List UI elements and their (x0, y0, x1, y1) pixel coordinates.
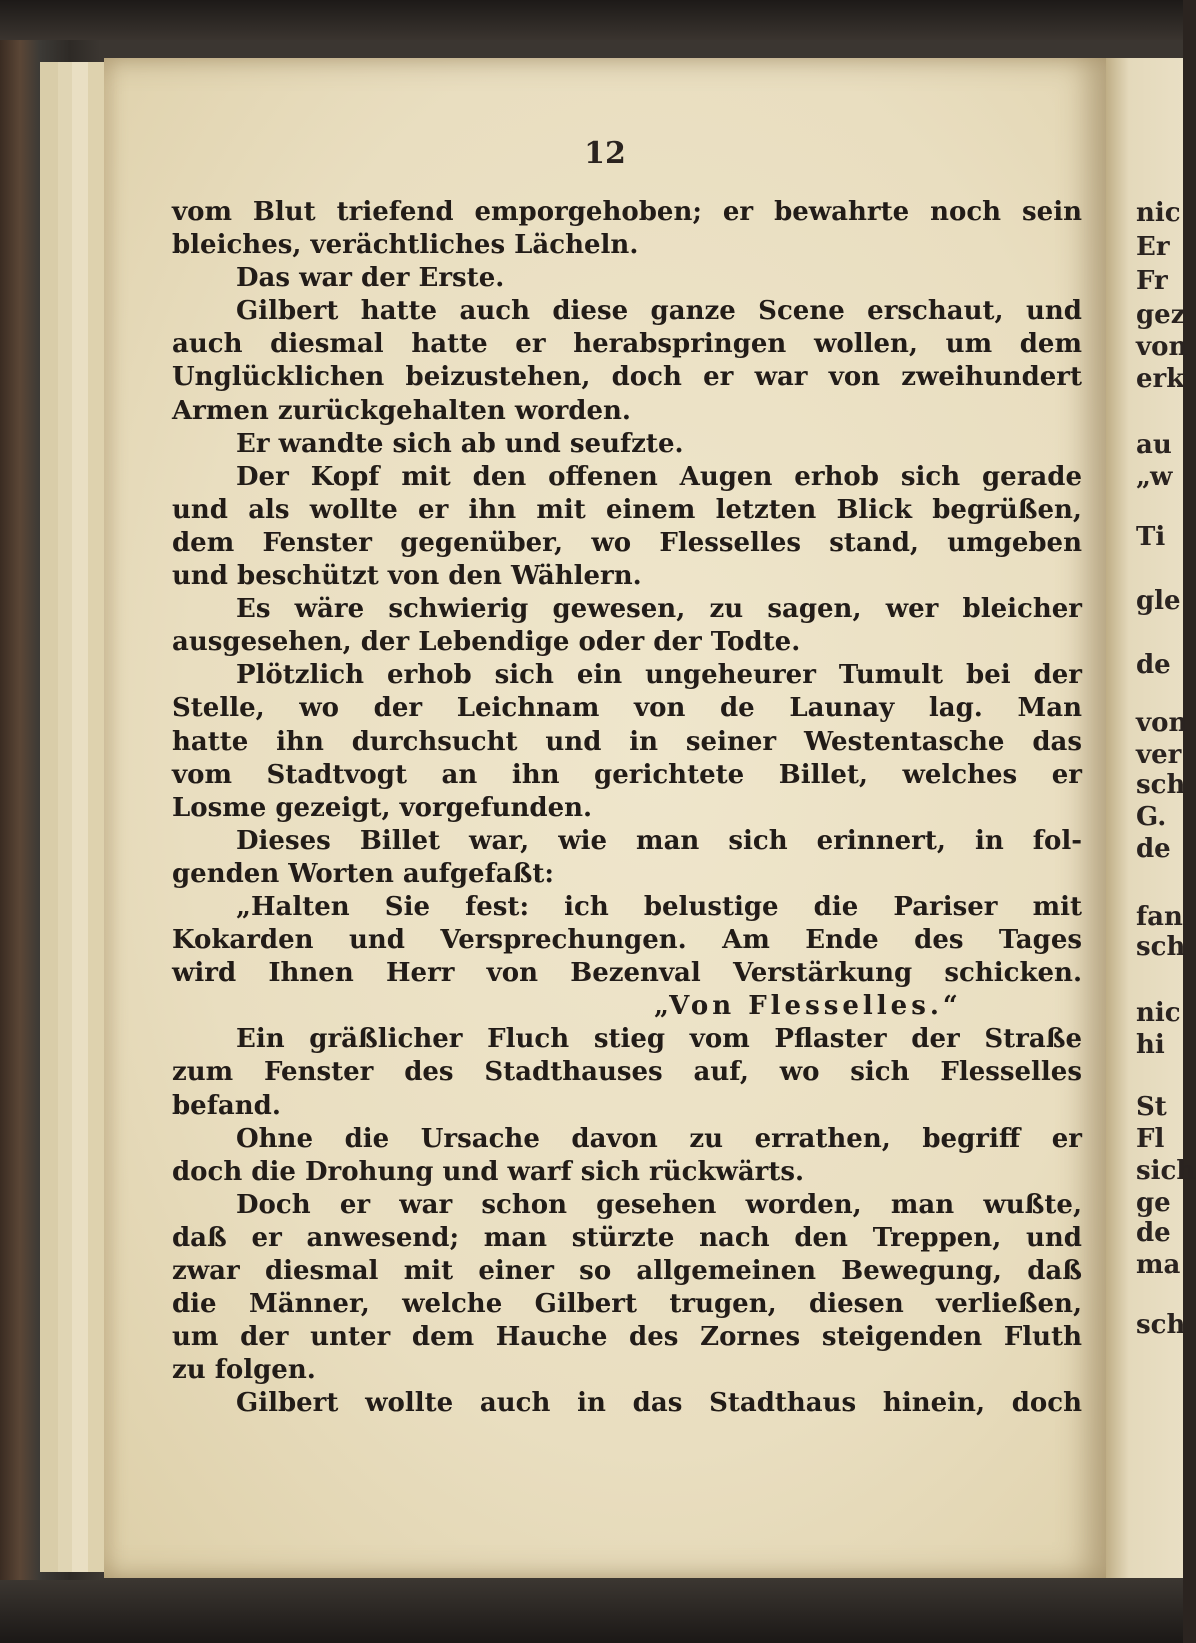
text-line: Es wäre schwierig gewesen, zu sagen, wer bleicher (236, 594, 1082, 625)
text-line: doch die Drohung und warf sich rückwärts. (172, 1156, 805, 1187)
text-line: die Männer, welche Gilbert trugen, diesen verließen, (172, 1289, 1082, 1320)
facing-page-word: nic (1136, 198, 1181, 228)
text-line: Gilbert hatte auch diese ganze Scene erschaut, und (236, 296, 1082, 327)
page-edge (88, 62, 105, 1572)
body-text (172, 196, 1082, 1420)
text-line: „Halten Sie fest: ich belustige die Pariser mit (236, 891, 1082, 922)
facing-page-word: sch (1136, 770, 1186, 800)
facing-page-word: sch (1136, 1310, 1186, 1340)
facing-page-word: von (1136, 708, 1188, 738)
facing-page-word: au (1136, 430, 1172, 460)
facing-page-word: fan (1136, 902, 1183, 932)
text-line: um der unter dem Hauche des Zornes steigenden Fluth (172, 1322, 1082, 1353)
facing-page-word: Er (1136, 232, 1170, 262)
text-line: befand. (172, 1090, 281, 1121)
facing-page-word: „w (1136, 462, 1173, 492)
cover-top-edge (0, 0, 1183, 40)
text-line: auch diesmal hatte er herabspringen wollen, um dem (172, 329, 1082, 360)
page-edge (58, 62, 73, 1572)
text-line: daß er anwesend; man stürzte nach den Treppen, und (172, 1222, 1082, 1253)
text-line: Stelle, wo der Leichnam von de Launay lag. Man (172, 693, 1082, 724)
text-line: Losme gezeigt, vorgefunden. (172, 792, 593, 823)
facing-page-word: G. (1136, 802, 1167, 832)
facing-page-word: Fl (1136, 1124, 1165, 1154)
facing-page-word: gez (1136, 300, 1186, 330)
page-edge (40, 62, 59, 1572)
text-line: vom Blut triefend emporgehoben; er bewahrte noch sein (172, 197, 1082, 227)
text-line: wird Ihnen Herr von Bezenval Verstärkung schicken. (172, 958, 1082, 989)
facing-page-word: nic (1136, 998, 1181, 1028)
text-line: ausgesehen, der Lebendige oder der Todte. (172, 627, 801, 658)
cover-bottom-edge (0, 1580, 1183, 1643)
text-line: Gilbert wollte auch in das Stadthaus hinein, doch (236, 1388, 1082, 1419)
text-line: „Von Flesselles.“ (654, 991, 962, 1022)
text-line: Kokarden und Versprechungen. Am Ende des Tages (172, 925, 1082, 956)
page-number: 12 (584, 136, 626, 171)
text-line: Doch er war schon gesehen worden, man wußte, (236, 1189, 1082, 1220)
text-line: zu folgen. (172, 1355, 316, 1386)
text-line: Er wandte sich ab und seufzte. (236, 428, 684, 459)
text-line: Unglücklichen beizustehen, doch er war von zweihundert (172, 362, 1082, 393)
page-edge (72, 62, 89, 1572)
facing-page-word: sich (1136, 1156, 1196, 1186)
text-line: zum Fenster des Stadthauses auf, wo sich Flesselles (172, 1057, 1082, 1088)
text-line: bleiches, verächtliches Lächeln. (172, 230, 639, 261)
facing-page-word: sch (1136, 932, 1186, 962)
facing-page-word: erk (1136, 364, 1185, 394)
text-line: dem Fenster gegenüber, wo Flesselles stand, umgeben (172, 527, 1082, 558)
text-line: Der Kopf mit den offenen Augen erhob sich gerade (236, 461, 1082, 492)
facing-page-word: de (1136, 834, 1171, 864)
facing-page-word: hi (1136, 1030, 1165, 1060)
text-line: Ohne die Ursache davon zu errathen, begriff er (236, 1123, 1082, 1154)
facing-page-word: ver (1136, 740, 1182, 770)
text-line: Plötzlich erhob sich ein ungeheurer Tumult bei der (236, 660, 1082, 691)
facing-page-word: de (1136, 1218, 1171, 1248)
text-line: Armen zurückgehalten worden. (172, 395, 631, 426)
facing-page-word: gle (1136, 586, 1181, 616)
text-line: Das war der Erste. (236, 263, 505, 294)
text-line: hatte ihn durchsucht und in seiner Westentasche das (172, 726, 1082, 757)
text-line: und als wollte er ihn mit einem letzten Blick begrüßen, (172, 494, 1082, 525)
facing-page-word: ma (1136, 1250, 1181, 1280)
facing-page-word: von (1136, 332, 1188, 362)
text-line: vom Stadtvogt an ihn gerichtete Billet, welches er (172, 759, 1082, 790)
facing-page-word: ge (1136, 1188, 1171, 1218)
text-line: zwar diesmal mit einer so allgemeinen Bewegung, daß (172, 1256, 1082, 1286)
facing-page-word: Fr (1136, 266, 1168, 296)
text-line: Ein gräßlicher Fluch stieg vom Pflaster der Straße (236, 1024, 1082, 1055)
facing-page-word: St (1136, 1092, 1167, 1122)
text-line: und beschützt von den Wählern. (172, 561, 642, 592)
text-line: genden Worten aufgefaßt: (172, 858, 554, 889)
facing-page-word: Ti (1136, 522, 1166, 552)
text-line: Dieses Billet war, wie man sich erinnert, in fol- (236, 825, 1082, 856)
facing-page-word: de (1136, 650, 1171, 680)
facing-page-fragment (1106, 58, 1196, 1578)
